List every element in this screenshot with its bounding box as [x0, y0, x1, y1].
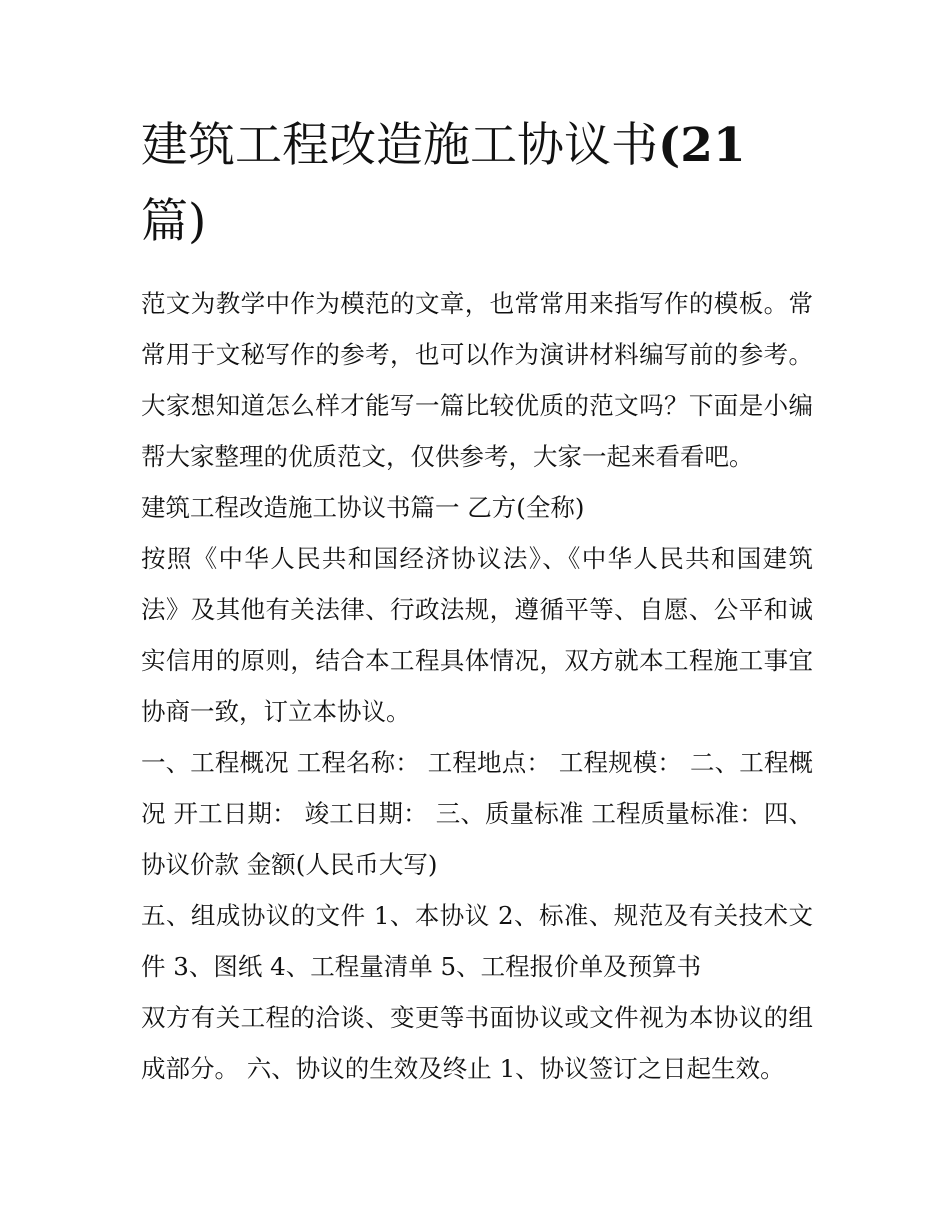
document-page [141, 108, 813, 1094]
document-title [141, 108, 781, 260]
document-title-main: 建筑工程改造施工协议书 [141, 118, 658, 173]
document-body [141, 278, 813, 1094]
section-heading-paragraph: 建筑工程改造施工协议书篇一 乙方(全称) [141, 493, 585, 522]
contract-documents-paragraph: 五、组成协议的文件 1、本协议 2、标准、规范及有关技术文件 3、图纸 4、工程量清单 5、工程报价单及预算书 [141, 901, 813, 981]
document-title-count: (21 [658, 118, 746, 173]
legal-basis-paragraph: 按照《中华人民共和国经济协议法》、《中华人民共和国建筑法》及其他有关法律、行政法规，遵循平等、自愿、公平和诚实信用的原则，结合本工程具体情况，双方就本工程施工事宜协商一致，订立本协议。 [141, 544, 813, 726]
effectiveness-paragraph: 双方有关工程的洽谈、变更等书面协议或文件视为本协议的组成部分。 六、协议的生效及终止 1、协议签订之日起生效。 [141, 1003, 813, 1083]
project-overview-paragraph: 一、工程概况 工程名称： 工程地点： 工程规模： 二、工程概况 开工日期： 竣工日期： 三、质量标准 工程质量标准：四、协议价款 金额(人民币大写) [141, 748, 813, 879]
document-title-tail: 篇) [141, 194, 207, 249]
intro-paragraph: 范文为教学中作为模范的文章，也常常用来指写作的模板。常常用于文秘写作的参考，也可以作为演讲材料编写前的参考。大家想知道怎么样才能写一篇比较优质的范文吗？下面是小编帮大家整理的优质范文，仅供参考，大家一起来看看吧。 [141, 289, 813, 471]
